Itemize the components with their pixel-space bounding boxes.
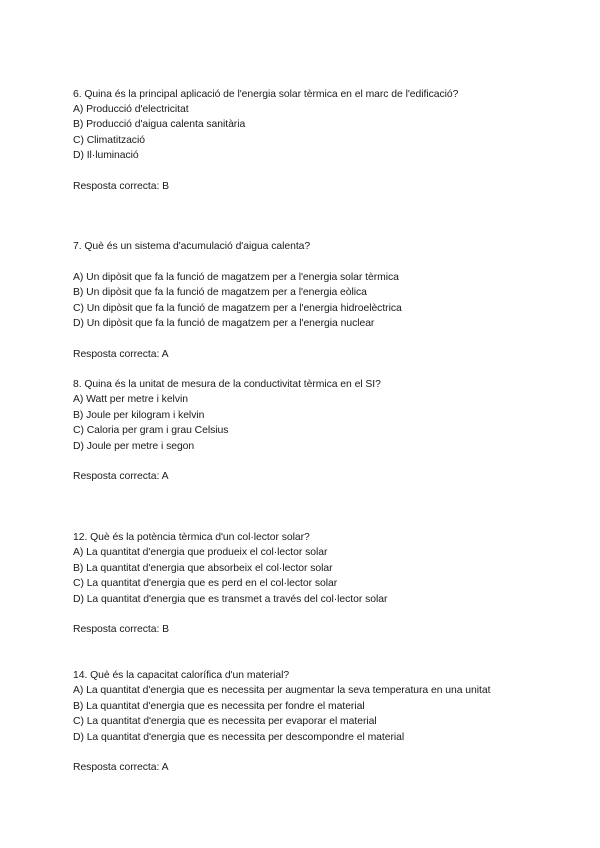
- question-7-text: 7. Què és un sistema d'acumulació d'aigua calenta?: [73, 241, 311, 252]
- question-8-option-b: B) Joule per kilogram i kelvin: [73, 410, 205, 421]
- question-8-text: 8. Quina és la unitat de mesura de la conductivitat tèrmica en el SI?: [73, 379, 381, 390]
- question-6-text: 6. Quina és la principal aplicació de l'energia solar tèrmica en el marc de l'edificació?: [73, 89, 459, 100]
- question-12-option-c: C) La quantitat d'energia que es perd en el col·lector solar: [73, 578, 338, 589]
- question-6-option-b: B) Producció d'aigua calenta sanitària: [73, 119, 246, 130]
- question-6-option-d: D) Il·luminació: [73, 150, 139, 161]
- question-7-option-d: D) Un dipòsit que fa la funció de magatzem per a l'energia nuclear: [73, 318, 375, 329]
- question-8-option-a: A) Watt per metre i kelvin: [73, 394, 188, 405]
- question-14-option-a: A) La quantitat d'energia que es necessita per augmentar la seva temperatura en una unitat: [73, 685, 491, 696]
- question-7-answer: Resposta correcta: A: [73, 349, 169, 360]
- question-14-option-b: B) La quantitat d'energia que es necessita per fondre el material: [73, 701, 365, 712]
- question-12-text: 12. Què és la potència tèrmica d'un col·lector solar?: [73, 532, 310, 543]
- question-6-option-c: C) Climatització: [73, 135, 145, 146]
- question-7-option-a: A) Un dipòsit que fa la funció de magatzem per a l'energia solar tèrmica: [73, 272, 399, 283]
- question-14-answer: Resposta correcta: A: [73, 762, 169, 773]
- question-8-option-d: D) Joule per metre i segon: [73, 441, 195, 452]
- question-12-option-b: B) La quantitat d'energia que absorbeix el col·lector solar: [73, 563, 333, 574]
- question-6-option-a: A) Producció d'electricitat: [73, 104, 189, 115]
- question-14-text: 14. Què és la capacitat calorífica d'un material?: [73, 670, 290, 681]
- question-6-answer: Resposta correcta: B: [73, 181, 170, 192]
- question-14-option-d: D) La quantitat d'energia que es necessita per descompondre el material: [73, 732, 405, 743]
- question-14-option-c: C) La quantitat d'energia que es necessita per evaporar el material: [73, 716, 377, 727]
- question-8-answer: Resposta correcta: A: [73, 471, 169, 482]
- question-12-option-a: A) La quantitat d'energia que produeix el col·lector solar: [73, 547, 328, 558]
- question-7-option-c: C) Un dipòsit que fa la funció de magatzem per a l'energia hidroelèctrica: [73, 303, 402, 314]
- question-7-option-b: B) Un dipòsit que fa la funció de magatzem per a l'energia eòlica: [73, 287, 367, 298]
- question-8-option-c: C) Caloria per gram i grau Celsius: [73, 425, 229, 436]
- question-12-option-d: D) La quantitat d'energia que es transmet a través del col·lector solar: [73, 594, 388, 605]
- question-12-answer: Resposta correcta: B: [73, 624, 170, 635]
